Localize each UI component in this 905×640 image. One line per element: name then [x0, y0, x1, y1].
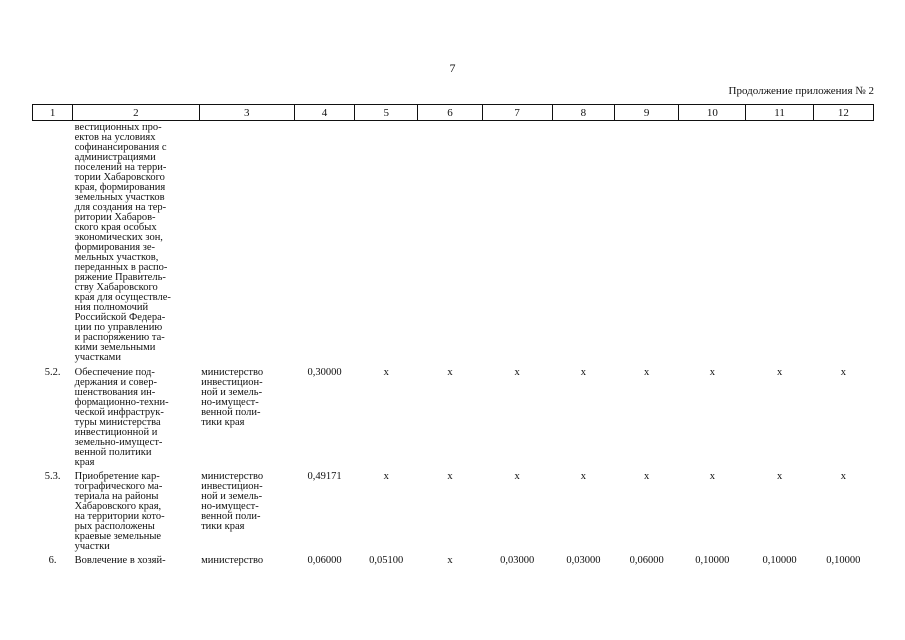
text-line: инвестиционной и	[74, 427, 158, 438]
text-line: венной политики	[74, 447, 152, 458]
table-row	[33, 363, 874, 468]
text-line: формирования зе-	[74, 242, 156, 253]
text-line: земельно-имущест-	[74, 437, 163, 448]
text-line: края, формирования	[74, 182, 166, 193]
header-cell: 7	[482, 105, 552, 121]
value-cell: х	[644, 367, 650, 378]
page-number: 7	[449, 61, 456, 75]
text-line: Вовлечение в хозяй-	[74, 555, 166, 566]
value-cell: х	[514, 367, 520, 378]
row-number: 5.3.	[44, 471, 61, 482]
value-cell: х	[709, 471, 715, 482]
header-cell: 11	[746, 105, 813, 121]
executor	[199, 468, 294, 552]
value-cell: х	[644, 471, 650, 482]
value-cell: х	[840, 471, 846, 482]
text-line: министерство	[201, 471, 264, 482]
item-name	[73, 468, 199, 552]
text-line: и распоряжению та-	[74, 332, 165, 343]
value-cell: 0,06000	[307, 555, 342, 566]
row-number: 6.	[48, 555, 57, 566]
text-line: ной и земель-	[201, 491, 263, 502]
value-cell: 0,03000	[500, 555, 535, 566]
text-line: но-имущест-	[201, 501, 259, 512]
value-cell: х	[776, 471, 783, 482]
text-line: софинансирования с	[74, 142, 167, 153]
text-line: для создания на тер-	[74, 202, 167, 213]
value-cell: 0,05100	[369, 555, 404, 566]
value-cell: х	[709, 367, 715, 378]
header-cell: 5	[355, 105, 418, 121]
text-line: кими земельными	[74, 342, 156, 353]
header-cell: 8	[552, 105, 614, 121]
text-line: ектов на условиях	[74, 132, 156, 143]
header-cell: 10	[679, 105, 746, 121]
text-line: администрациями	[74, 152, 156, 163]
text-line: рых расположены	[74, 521, 155, 532]
text-line: ной и земель-	[201, 387, 263, 398]
text-line: ского края особых	[74, 222, 157, 233]
text-line: ству Хабаровского	[74, 282, 158, 293]
text-line: венной поли-	[201, 407, 261, 418]
executor	[199, 552, 294, 566]
value-cell: х	[776, 367, 783, 378]
value-cell: 0,30000	[307, 367, 342, 378]
text-line: Российской Федера-	[74, 312, 166, 323]
text-line: инвестицион-	[201, 481, 263, 492]
text-line: участки	[74, 541, 110, 552]
text-line: ритории Хабаров-	[74, 212, 156, 223]
header-cell: 9	[615, 105, 679, 121]
text-line: министерство	[201, 367, 264, 378]
value-cell: х	[383, 367, 389, 378]
value-cell: х	[840, 367, 846, 378]
header-cell: 6	[418, 105, 482, 121]
text-line: тографического ма-	[74, 481, 163, 492]
text-line: вестиционных про-	[74, 122, 162, 133]
text-line: краевые земельные	[74, 531, 162, 542]
text-line: на территории кото-	[74, 511, 165, 522]
text-line: края	[74, 457, 95, 468]
text-line: экономических зон,	[74, 232, 163, 243]
header-cell: 4	[294, 105, 354, 121]
appendix-table	[32, 104, 874, 566]
value-cell: х	[514, 471, 520, 482]
text-line: инвестицион-	[201, 377, 263, 388]
text-line: переданных в распо-	[74, 262, 168, 273]
value-cell: х	[580, 367, 587, 378]
value-cell: х	[447, 555, 453, 566]
text-line: министерство	[201, 555, 264, 566]
text-line: тории Хабаровского	[74, 172, 165, 183]
executor	[199, 363, 294, 468]
header-cell: 2	[73, 105, 199, 121]
text-line: Хабаровского края,	[74, 501, 162, 512]
text-line: Обеспечение под-	[74, 367, 155, 378]
table-row	[33, 121, 874, 364]
text-line: участками	[74, 352, 121, 363]
header-cell: 1	[33, 105, 73, 121]
text-line: тики края	[201, 521, 245, 532]
header-cell: 3	[199, 105, 294, 121]
table-row	[33, 468, 874, 552]
text-line: тики края	[201, 417, 245, 428]
text-line: шенствования ин-	[74, 387, 156, 398]
item-name	[73, 363, 199, 468]
value-cell: 0,10000	[826, 555, 861, 566]
text-line: Приобретение кар-	[74, 471, 160, 482]
text-line: туры министерства	[74, 417, 161, 428]
text-line: но-имущест-	[201, 397, 259, 408]
text-line: ния полномочий	[74, 302, 149, 313]
header-cell: 12	[813, 105, 873, 121]
item-name	[73, 552, 199, 566]
text-line: ряжение Правитель-	[74, 272, 166, 283]
value-cell: 0,03000	[566, 555, 601, 566]
text-line: формационно-техни-	[74, 397, 169, 408]
text-line: держания и совер-	[74, 377, 157, 388]
text-line: мельных участков,	[74, 252, 159, 263]
text-line: земельных участков	[74, 192, 165, 203]
value-cell: х	[447, 471, 453, 482]
value-cell: 0,10000	[762, 555, 797, 566]
value-cell: 0,49171	[307, 471, 342, 482]
value-cell: 0,06000	[629, 555, 664, 566]
value-cell: х	[383, 471, 389, 482]
continuation-label: Продолжение приложения № 2	[728, 85, 874, 97]
value-cell: х	[580, 471, 587, 482]
text-line: териала на районы	[74, 491, 159, 502]
text-line: поселений на терри-	[74, 162, 167, 173]
value-cell: х	[447, 367, 453, 378]
header-row	[33, 105, 874, 121]
item-name	[73, 121, 199, 364]
text-line: ческой инфраструк-	[74, 407, 164, 418]
value-cell: 0,10000	[695, 555, 730, 566]
text-line: края для осуществле-	[74, 292, 171, 303]
table-row	[33, 552, 874, 566]
text-line: венной поли-	[201, 511, 261, 522]
text-line: ции по управлению	[74, 322, 163, 333]
row-number: 5.2.	[44, 367, 61, 378]
